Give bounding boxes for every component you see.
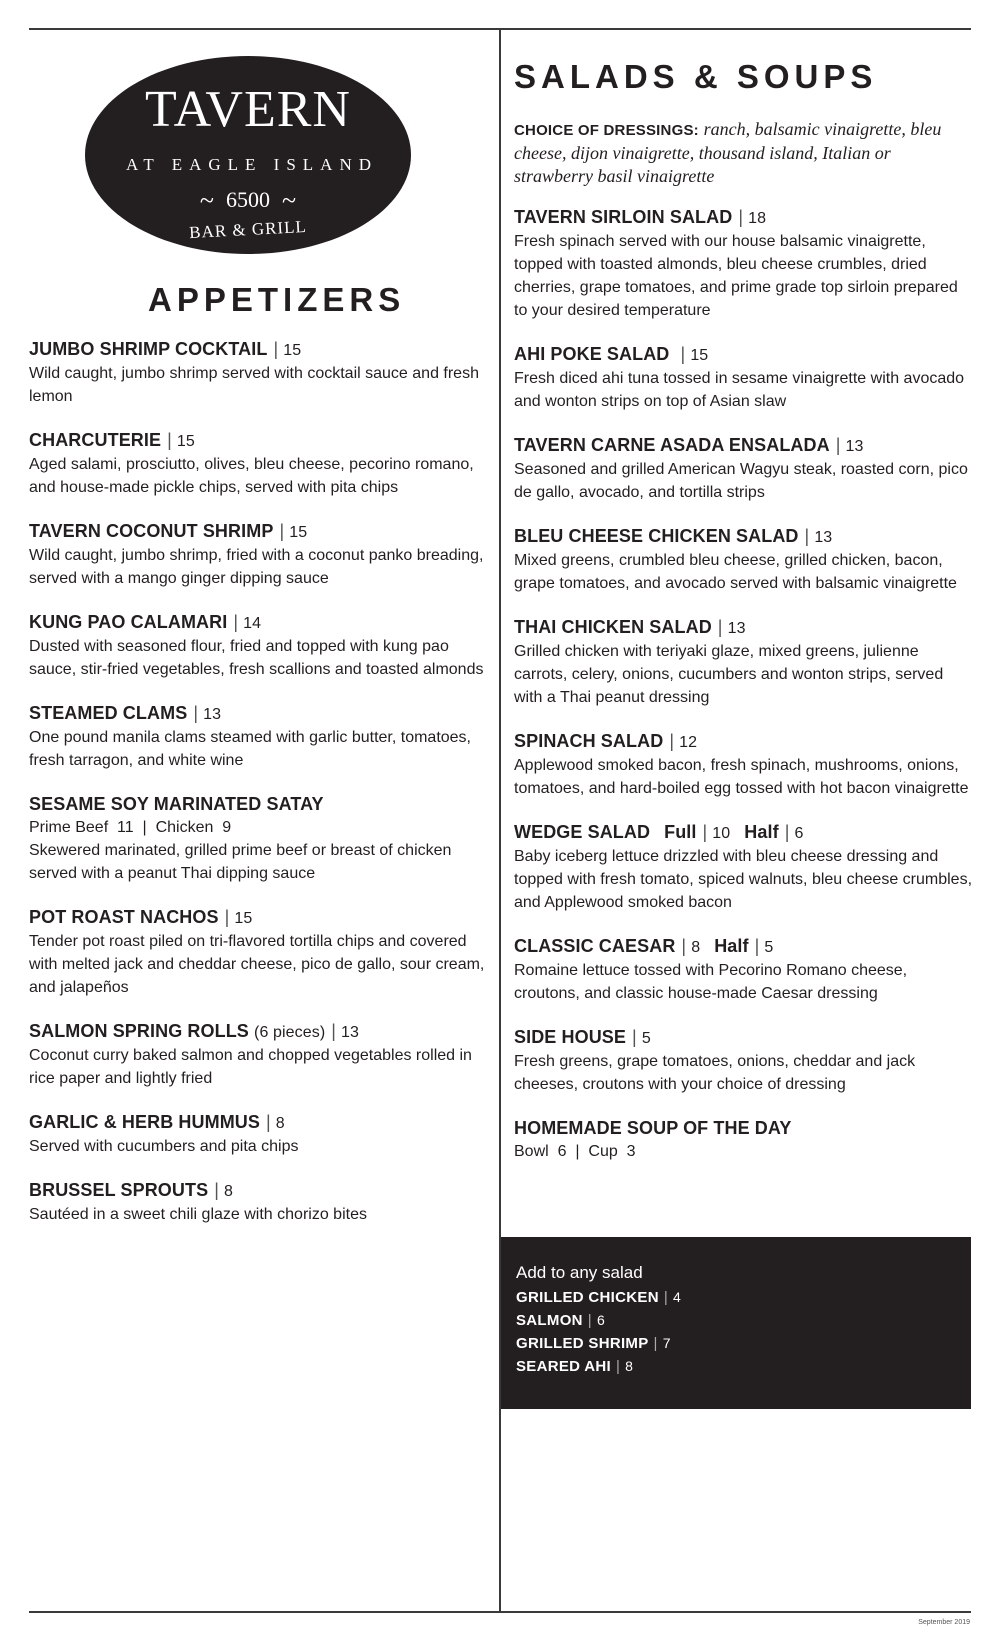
addon-price: 6	[597, 1312, 606, 1328]
item-price: 15	[289, 524, 308, 541]
addon-price: 7	[662, 1335, 671, 1351]
addon-name: GRILLED SHRIMP	[516, 1335, 649, 1352]
item-name: CLASSIC CAESAR	[514, 936, 676, 956]
logo-number	[85, 188, 411, 214]
logo-subtitle: AT EAGLE ISLAND	[125, 155, 378, 174]
addon-price: 4	[673, 1289, 682, 1305]
dressings-text: ranch, balsamic vinaigrette, bleu cheese, dijon vinaigrette, thousand island, Italian or strawberry basil vinaigrette	[514, 119, 942, 186]
item-size-full: Full	[664, 822, 697, 842]
salad-addons-box	[501, 1237, 971, 1409]
addon-row: GRILLED SHRIMP | 7	[516, 1335, 671, 1352]
addon-name: SEARED AHI	[516, 1358, 611, 1375]
item-description: Mixed greens, crumbled bleu cheese, grilled chicken, bacon, grape tomatoes, and avocado served with balsamic vinaigrette	[514, 552, 957, 592]
item-name: THAI CHICKEN SALAD	[514, 617, 712, 637]
menu-item: BLEU CHEESE CHICKEN SALAD | 13 Mixed greens, crumbled bleu cheese, grilled chicken, bacon, grape tomatoes, and avocado served with balsamic vinaigrette	[514, 525, 974, 595]
item-price: 13	[727, 620, 746, 637]
bottom-rule	[29, 1611, 971, 1613]
menu-item: POT ROAST NACHOS | 15 Tender pot roast piled on tri-flavored tortilla chips and covered with melted jack and cheddar cheese, pico de gallo, sour cream, and jalapeños	[29, 906, 489, 999]
item-name: SALMON SPRING ROLLS	[29, 1021, 249, 1041]
menu-item: SPINACH SALAD | 12 Applewood smoked bacon, fresh spinach, mushrooms, onions, tomatoes, and hard-boiled egg tossed with hot bacon vinaigrette	[514, 730, 974, 800]
item-name: WEDGE SALAD	[514, 822, 651, 842]
item-name: JUMBO SHRIMP COCKTAIL	[29, 339, 268, 359]
swash-right-icon: ~	[282, 186, 297, 215]
item-name: BLEU CHEESE CHICKEN SALAD	[514, 526, 799, 546]
item-options: Prime Beef 11 | Chicken 9	[29, 819, 232, 836]
menu-item: SALMON SPRING ROLLS (6 pieces) | 13 Coconut curry baked salmon and chopped vegetables rolled in rice paper and lightly fried	[29, 1020, 489, 1090]
menu-item: TAVERN CARNE ASADA ENSALADA | 13 Seasoned and grilled American Wagyu steak, roasted corn, pico de gallo, avocado, and tortilla strips	[514, 434, 974, 504]
tavern-logo	[85, 56, 411, 254]
dressings-note	[514, 118, 964, 188]
item-name: SIDE HOUSE	[514, 1027, 627, 1047]
menu-item: WEDGE SALAD Full | 10 Half | 6 Baby iceberg lettuce drizzled with bleu cheese dressing and topped with fresh tomato, spiced walnuts, bleu cheese crumbles, and Applewood smoked bacon	[514, 821, 974, 914]
logo-number-text: 6500	[226, 187, 270, 212]
addon-name: GRILLED CHICKEN	[516, 1289, 659, 1306]
salads-soups-heading: SALADS & SOUPS	[514, 58, 878, 95]
item-name: KUNG PAO CALAMARI	[29, 612, 228, 632]
item-description: Romaine lettuce tossed with Pecorino Romano cheese, croutons, and classic house-made Caesar dressing	[514, 962, 908, 1002]
menu-item	[514, 1117, 974, 1163]
item-name: GARLIC & HERB HUMMUS	[29, 1112, 260, 1132]
menu-item: CHARCUTERIE | 15 Aged salami, prosciutto, olives, bleu cheese, pecorino romano, and house-made pickle chips, served with pita chips	[29, 429, 489, 499]
item-name: SESAME SOY MARINATED SATAY	[29, 794, 324, 814]
item-name: AHI POKE SALAD	[514, 344, 670, 364]
item-name: BRUSSEL SPROUTS	[29, 1180, 209, 1200]
menu-item: AHI POKE SALAD | 15 Fresh diced ahi tuna tossed in sesame vinaigrette with avocado and wonton strips on top of Asian slaw	[514, 343, 974, 413]
item-price-half: 6	[794, 825, 804, 842]
item-price: 12	[679, 734, 698, 751]
item-price: 15	[176, 433, 195, 450]
addon-price: 8	[625, 1358, 634, 1374]
menu-item	[29, 793, 489, 885]
menu-item: JUMBO SHRIMP COCKTAIL | 15 Wild caught, jumbo shrimp served with cocktail sauce and fresh lemon	[29, 338, 489, 408]
item-size-half: Half	[744, 822, 779, 842]
item-description: Seasoned and grilled American Wagyu steak, roasted corn, pico de gallo, avocado, and tortilla strips	[514, 461, 968, 501]
item-price-half: 5	[764, 939, 774, 956]
addons-intro: Add to any salad	[516, 1263, 643, 1282]
item-description: Fresh diced ahi tuna tossed in sesame vinaigrette with avocado and wonton strips on top of Asian slaw	[514, 370, 965, 410]
menu-item: TAVERN COCONUT SHRIMP | 15 Wild caught, jumbo shrimp, fried with a coconut panko breading, served with a mango ginger dipping sauce	[29, 520, 489, 590]
item-description: Fresh spinach served with our house balsamic vinaigrette, topped with toasted almonds, bleu cheese crumbles, dried cherries, grape tomatoes, and prime grade top sirloin prepared to your desired temperature	[514, 233, 958, 319]
item-name: SPINACH SALAD	[514, 731, 664, 751]
menu-item: BRUSSEL SPROUTS | 8 Sautéed in a sweet chili glaze with chorizo bites	[29, 1179, 489, 1226]
item-price: 15	[283, 342, 302, 359]
item-description: Skewered marinated, grilled prime beef or breast of chicken served with a peanut Thai dipping sauce	[29, 842, 452, 882]
item-price: 14	[243, 615, 262, 632]
item-price: 18	[748, 210, 767, 227]
swash-left-icon: ~	[199, 186, 214, 215]
item-price: 8	[275, 1115, 285, 1132]
menu-item: GARLIC & HERB HUMMUS | 8 Served with cucumbers and pita chips	[29, 1111, 489, 1158]
item-price: 13	[341, 1024, 360, 1041]
addon-name: SALMON	[516, 1312, 583, 1329]
item-name: POT ROAST NACHOS	[29, 907, 219, 927]
addon-row: SALMON | 6	[516, 1312, 606, 1329]
item-description: Wild caught, jumbo shrimp served with cocktail sauce and fresh lemon	[29, 365, 479, 405]
item-price: 13	[845, 438, 864, 455]
item-options: Bowl 6 | Cup 3	[514, 1143, 636, 1160]
item-description: Served with cucumbers and pita chips	[29, 1138, 299, 1155]
dressings-label: CHOICE OF DRESSINGS:	[514, 122, 699, 139]
item-name: CHARCUTERIE	[29, 430, 162, 450]
logo-title: TAVERN	[144, 81, 351, 138]
item-size-half: Half	[714, 936, 749, 956]
logo-tagline: BAR & GRILL	[188, 216, 308, 243]
item-name: STEAMED CLAMS	[29, 703, 188, 723]
appetizers-heading: APPETIZERS	[148, 281, 406, 318]
item-note: (6 pieces)	[254, 1024, 326, 1041]
item-price: 5	[641, 1030, 651, 1047]
addon-row: GRILLED CHICKEN | 4	[516, 1289, 682, 1306]
item-description: Grilled chicken with teriyaki glaze, mixed greens, julienne carrots, celery, onions, cucumbers and wonton strips, served with a Thai peanut dressing	[514, 643, 944, 706]
item-price: 10	[712, 825, 731, 842]
item-price: 8	[691, 939, 701, 956]
item-price: 13	[814, 529, 833, 546]
appetizers-list	[29, 338, 489, 1247]
item-description: Wild caught, jumbo shrimp, fried with a coconut panko breading, served with a mango ginger dipping sauce	[29, 547, 484, 587]
item-description: Dusted with seasoned flour, fried and topped with kung pao sauce, stir-fried vegetables, fresh scallions and toasted almonds	[29, 638, 484, 678]
item-price: 13	[203, 706, 222, 723]
item-description: Baby iceberg lettuce drizzled with bleu cheese dressing and topped with fresh tomato, spiced walnuts, bleu cheese crumbles, and Applewood smoked bacon	[514, 848, 973, 911]
menu-item: KUNG PAO CALAMARI | 14 Dusted with seasoned flour, fried and topped with kung pao sauce, stir-fried vegetables, fresh scallions and toasted almonds	[29, 611, 489, 681]
item-description: Applewood smoked bacon, fresh spinach, mushrooms, onions, tomatoes, and hard-boiled egg tossed with hot bacon vinaigrette	[514, 757, 969, 797]
menu-item: STEAMED CLAMS | 13 One pound manila clams steamed with garlic butter, tomatoes, fresh tarragon, and white wine	[29, 702, 489, 772]
item-description: Sautéed in a sweet chili glaze with chorizo bites	[29, 1206, 367, 1223]
footer-date: September 2019	[918, 1619, 970, 1626]
item-name: TAVERN COCONUT SHRIMP	[29, 521, 274, 541]
item-price: 8	[223, 1183, 233, 1200]
item-name: TAVERN SIRLOIN SALAD	[514, 207, 733, 227]
item-name: TAVERN CARNE ASADA ENSALADA	[514, 435, 830, 455]
salads-list	[514, 206, 974, 1184]
menu-item: CLASSIC CAESAR | 8 Half | 5 Romaine lettuce tossed with Pecorino Romano cheese, croutons, and classic house-made Caesar dressing	[514, 935, 974, 1005]
addon-row: SEARED AHI | 8	[516, 1358, 634, 1375]
item-description: Coconut curry baked salmon and chopped vegetables rolled in rice paper and lightly fried	[29, 1047, 472, 1087]
menu-item: TAVERN SIRLOIN SALAD | 18 Fresh spinach served with our house balsamic vinaigrette, topped with toasted almonds, bleu cheese crumbles, dried cherries, grape tomatoes, and prime grade top sirloin prepared to your desired temperature	[514, 206, 974, 322]
item-price: 15	[690, 347, 709, 364]
item-description: Aged salami, prosciutto, olives, bleu cheese, pecorino romano, and house-made pickle chips, served with pita chips	[29, 456, 474, 496]
menu-item: THAI CHICKEN SALAD | 13 Grilled chicken with teriyaki glaze, mixed greens, julienne carrots, celery, onions, cucumbers and wonton strips, served with a Thai peanut dressing	[514, 616, 974, 709]
item-price: 15	[234, 910, 253, 927]
item-description: Tender pot roast piled on tri-flavored tortilla chips and covered with melted jack and cheddar cheese, pico de gallo, sour cream, and jalapeños	[29, 933, 485, 996]
menu-item: SIDE HOUSE | 5 Fresh greens, grape tomatoes, onions, cheddar and jack cheeses, croutons with your choice of dressing	[514, 1026, 974, 1096]
item-description: Fresh greens, grape tomatoes, onions, cheddar and jack cheeses, croutons with your choice of dressing	[514, 1053, 916, 1093]
item-description: One pound manila clams steamed with garlic butter, tomatoes, fresh tarragon, and white wine	[29, 729, 471, 769]
item-name: HOMEMADE SOUP OF THE DAY	[514, 1118, 792, 1138]
